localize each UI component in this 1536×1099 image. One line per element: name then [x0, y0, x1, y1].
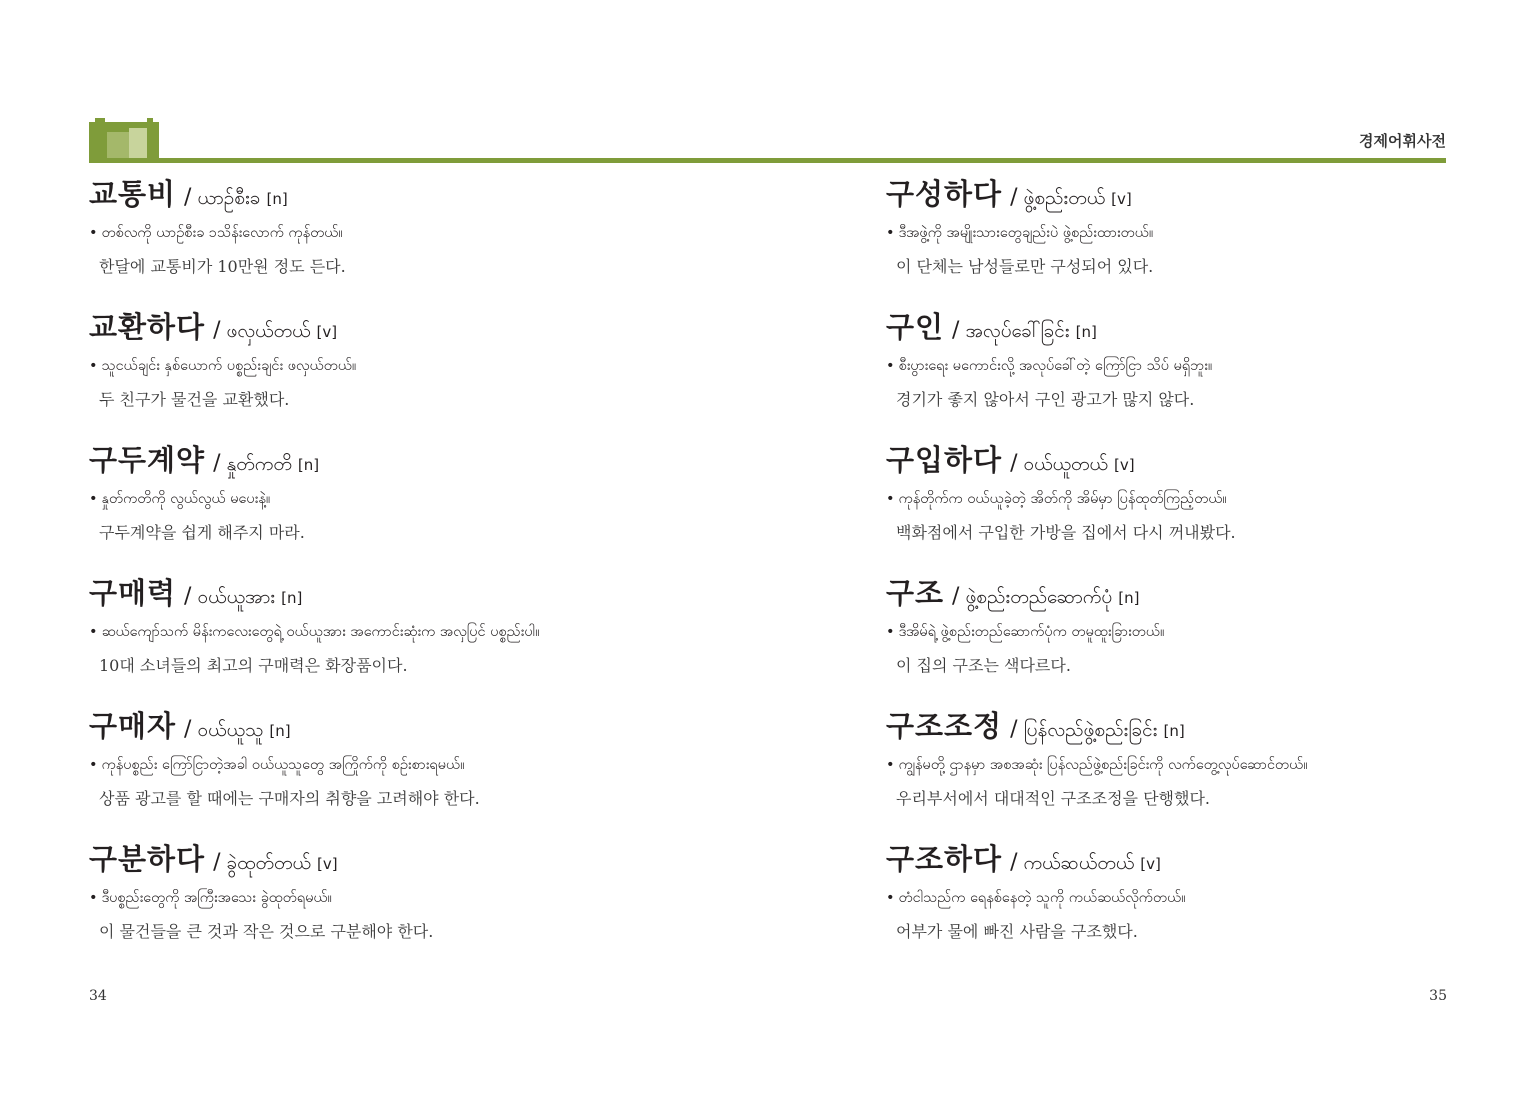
- example-myanmar: [886, 224, 1153, 245]
- example-myanmar: [89, 490, 270, 511]
- meaning: ဝယ်ယူတယ်: [1023, 453, 1108, 475]
- bullet: •: [886, 491, 895, 507]
- separator: /: [1010, 850, 1018, 875]
- meaning: ကယ်ဆယ်တယ်: [1023, 852, 1135, 874]
- example-myanmar: [89, 224, 343, 245]
- dictionary-entry: [89, 571, 729, 704]
- part-of-speech: [v]: [316, 855, 338, 873]
- separator: /: [213, 850, 221, 875]
- page-number-left: 34: [89, 988, 107, 1004]
- example-myanmar-text: တံငါသည်က ရေနစ်နေတဲ့ သူကို ကယ်ဆယ်လိုက်တယ်။: [898, 890, 1186, 906]
- meaning: ဝယ်ယူသူ: [197, 719, 264, 741]
- separator: /: [184, 717, 192, 742]
- headword: 구입하다: [886, 443, 1003, 477]
- example-korean: 백화점에서 구입한 가방을 집에서 다시 꺼내봤다.: [896, 523, 1236, 542]
- entry-heading: [886, 571, 1139, 615]
- example-myanmar: [886, 490, 1227, 511]
- example-korean: 구두계약을 쉽게 해주지 마라.: [99, 523, 305, 542]
- bullet: •: [886, 624, 895, 640]
- example-myanmar-text: ဒီပစ္စည်းတွေကို အကြီးအသေး ခွဲထုတ်ရမယ်။: [101, 890, 332, 906]
- entry-heading: [89, 438, 319, 482]
- example-myanmar: [89, 623, 540, 644]
- example-korean: 어부가 물에 빠진 사람을 구조했다.: [896, 922, 1138, 941]
- separator: /: [952, 584, 960, 609]
- example-myanmar-text: စီးပွားရေး မကောင်းလို့ အလုပ်ခေါ်တဲ့ ကြော်ငြာ သိပ် မရှိဘူး။: [898, 358, 1213, 374]
- example-korean: 우리부서에서 대대적인 구조조정을 단행했다.: [896, 789, 1211, 808]
- bullet: •: [89, 225, 98, 241]
- headword: 교통비: [89, 177, 177, 211]
- example-korean: 상품 광고를 할 때에는 구매자의 취향을 고려해야 한다.: [99, 789, 480, 808]
- page-number-right: 35: [1429, 988, 1447, 1004]
- bullet: •: [886, 890, 895, 906]
- part-of-speech: [n]: [1075, 323, 1097, 341]
- example-myanmar-text: ဒီအဖွဲ့ကို အမျိုးသားတွေချည်းပဲ ဖွဲ့စည်းထားတယ်။: [898, 225, 1154, 241]
- dictionary-entry: [89, 704, 729, 837]
- book-logo-icon: [89, 118, 159, 160]
- entry-heading: [89, 837, 338, 881]
- meaning: ဝယ်ယူအား: [197, 586, 276, 608]
- part-of-speech: [n]: [297, 456, 320, 474]
- dictionary-entry: [886, 172, 1526, 305]
- entry-heading: [886, 704, 1185, 748]
- headword: 구조하다: [886, 842, 1003, 876]
- example-myanmar-text: သူငယ်ချင်း နှစ်ယောက် ပစ္စည်းချင်း ဖလှယ်တယ်။: [101, 358, 357, 374]
- separator: /: [1010, 451, 1018, 476]
- dictionary-entry: [886, 704, 1526, 837]
- separator: /: [213, 318, 221, 343]
- part-of-speech: [n]: [1118, 589, 1140, 607]
- headword: 교환하다: [89, 310, 206, 344]
- entry-heading: [89, 305, 337, 349]
- example-myanmar-text: ဒီအိမ်ရဲ့ ဖွဲ့စည်းတည်ဆောက်ပုံက တမူထူးခြားတယ်။: [898, 624, 1165, 640]
- bullet: •: [89, 624, 98, 640]
- dictionary-entry: [886, 305, 1526, 438]
- meaning: နှုတ်ကတိ: [226, 453, 292, 475]
- separator: /: [184, 584, 192, 609]
- separator: /: [1010, 717, 1018, 742]
- part-of-speech: [v]: [1111, 190, 1132, 208]
- entry-heading: [886, 172, 1132, 216]
- meaning: ဖလှယ်တယ်: [226, 320, 311, 342]
- dictionary-entry: [89, 438, 729, 571]
- part-of-speech: [n]: [269, 722, 291, 740]
- dictionary-entry: [886, 571, 1526, 704]
- example-myanmar-text: ကုန်ပစ္စည်း ကြော်ငြာတဲ့အခါ ဝယ်ယူသူတွေ အကြိုက်ကို စဉ်းစားရမယ်။: [101, 757, 465, 773]
- example-myanmar: [886, 756, 1308, 777]
- left-column: [89, 172, 729, 970]
- example-myanmar-text: တစ်လကို ယာဉ်စီးခ ၁သိန်းလောက် ကုန်တယ်။: [101, 225, 343, 241]
- bullet: •: [886, 358, 895, 374]
- separator: /: [184, 185, 192, 210]
- entry-heading: [89, 704, 291, 748]
- headword: 구분하다: [89, 842, 206, 876]
- bullet: •: [886, 225, 895, 241]
- example-korean: 이 단체는 남성들로만 구성되어 있다.: [896, 257, 1154, 276]
- headword: 구조조정: [886, 709, 1003, 743]
- example-myanmar: [886, 357, 1212, 378]
- entry-heading: [886, 305, 1097, 349]
- part-of-speech: [n]: [281, 589, 303, 607]
- example-korean: 두 친구가 물건을 교환했다.: [99, 390, 290, 409]
- bullet: •: [886, 757, 895, 773]
- bullet: •: [89, 890, 98, 906]
- dictionary-entry: [89, 305, 729, 438]
- part-of-speech: [v]: [1140, 855, 1161, 873]
- example-myanmar: [886, 623, 1164, 644]
- example-myanmar-text: ကျွန်မတို့ ဌာနမှာ အစအဆုံး ပြန်လည်ဖွဲ့စည်းခြင်းကို လက်တွေ့လုပ်ဆောင်တယ်။: [898, 757, 1308, 773]
- headword: 구조: [886, 576, 945, 610]
- meaning: ပြန်လည်ဖွဲ့စည်းခြင်း: [1023, 719, 1158, 741]
- example-myanmar-text: ကုန်တိုက်က ဝယ်ယူခဲ့တဲ့ အိတ်ကို အိမ်မှာ ပြန်ထုတ်ကြည့်တယ်။: [898, 491, 1227, 507]
- dictionary-entry: [89, 837, 729, 970]
- headword: 구두계약: [89, 443, 206, 477]
- example-korean: 10대 소녀들의 최고의 구매력은 화장품이다.: [99, 656, 408, 675]
- example-myanmar-text: နှုတ်ကတိကို လွယ်လွယ် မပေးနဲ့။: [101, 491, 271, 507]
- example-myanmar: [89, 756, 464, 777]
- example-myanmar: [89, 357, 356, 378]
- meaning: ခွဲထုတ်တယ်: [226, 852, 311, 874]
- entry-heading: [886, 438, 1135, 482]
- example-korean: 이 집의 구조는 색다르다.: [896, 656, 1071, 675]
- headword: 구매자: [89, 709, 177, 743]
- example-korean: 경기가 좋지 않아서 구인 광고가 많지 않다.: [896, 390, 1195, 409]
- part-of-speech: [n]: [266, 190, 288, 208]
- separator: /: [1010, 185, 1018, 210]
- right-column: [886, 172, 1526, 970]
- example-myanmar-text: ဆယ်ကျော်သက် မိန်းကလေးတွေရဲ့ ဝယ်ယူအား အကောင်းဆုံးက အလှပြင် ပစ္စည်းပါ။: [101, 624, 540, 640]
- bullet: •: [89, 491, 98, 507]
- dictionary-entry: [886, 837, 1526, 970]
- entry-heading: [89, 172, 288, 216]
- book-title: 경제어휘사전: [1359, 132, 1446, 150]
- headword: 구인: [886, 310, 945, 344]
- entry-heading: [886, 837, 1161, 881]
- dictionary-entry: [89, 172, 729, 305]
- dictionary-entry: [886, 438, 1526, 571]
- example-korean: 한달에 교통비가 10만원 정도 든다.: [99, 257, 346, 276]
- header-divider: [89, 158, 1446, 163]
- entry-heading: [89, 571, 302, 615]
- bullet: •: [89, 358, 98, 374]
- example-myanmar: [886, 889, 1186, 910]
- meaning: အလုပ်ခေါ်ခြင်း: [965, 320, 1070, 342]
- part-of-speech: [n]: [1163, 722, 1185, 740]
- separator: /: [213, 451, 221, 476]
- example-myanmar: [89, 889, 332, 910]
- meaning: ဖွဲ့စည်းတယ်: [1023, 187, 1106, 209]
- bullet: •: [89, 757, 98, 773]
- separator: /: [952, 318, 960, 343]
- headword: 구매력: [89, 576, 177, 610]
- part-of-speech: [v]: [316, 323, 338, 341]
- meaning: ဖွဲ့စည်းတည်ဆောက်ပုံ: [965, 586, 1113, 608]
- part-of-speech: [v]: [1113, 456, 1135, 474]
- meaning: ယာဉ်စီးခ: [197, 187, 261, 209]
- example-korean: 이 물건들을 큰 것과 작은 것으로 구분해야 한다.: [99, 922, 434, 941]
- headword: 구성하다: [886, 177, 1003, 211]
